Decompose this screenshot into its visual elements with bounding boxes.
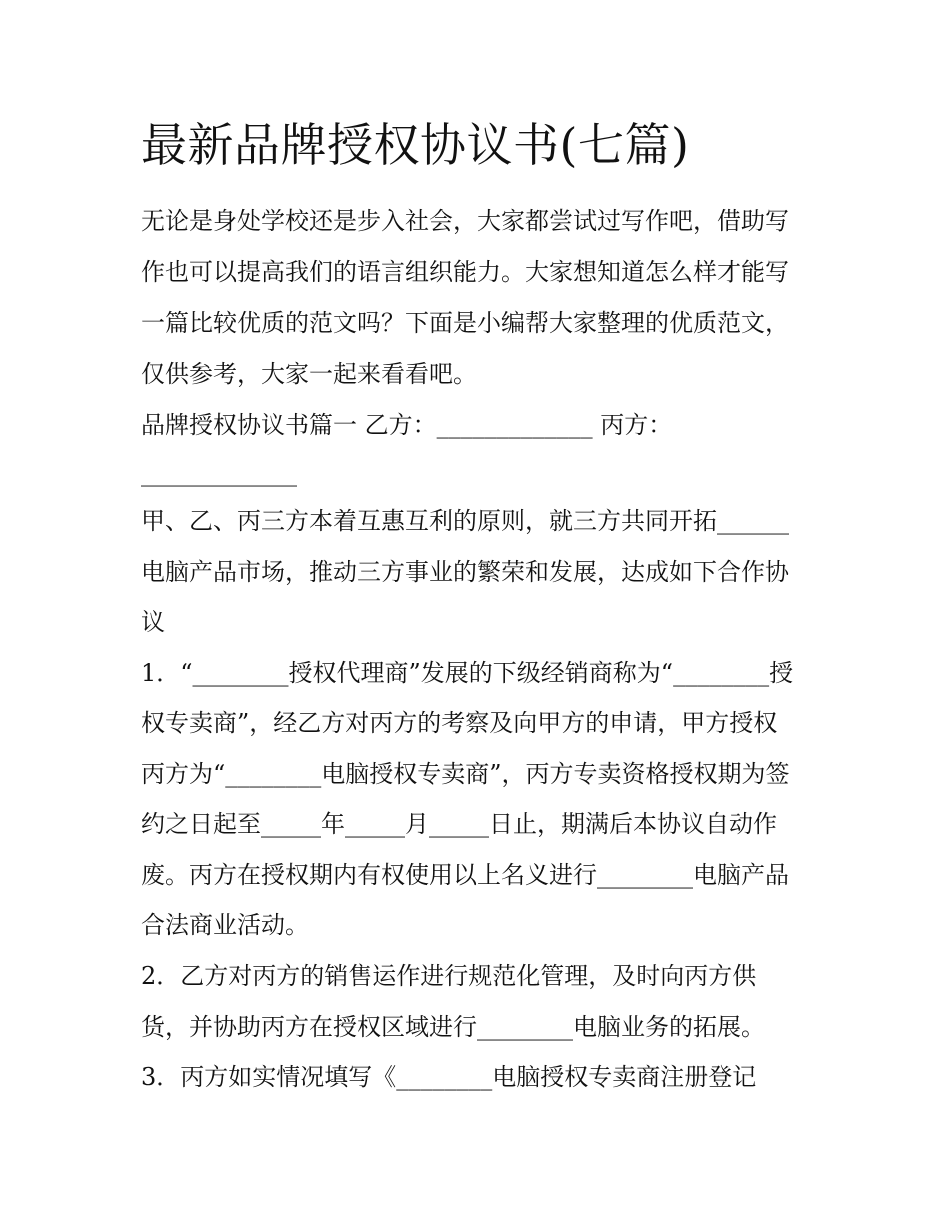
paragraph-line: 1．“________授权代理商”发展的下级经销商称为“________授: [141, 659, 794, 687]
paragraph-line: 电脑产品市场，推动三方事业的繁荣和发展，达成如下合作协: [141, 558, 789, 586]
paragraph-line: 甲、乙、丙三方本着互惠互利的原则，就三方共同开拓______: [141, 507, 789, 535]
document-title: 最新品牌授权协议书(七篇): [141, 118, 690, 172]
paragraph-line: 无论是身处学校还是步入社会，大家都尝试过写作吧，借助写: [141, 207, 789, 235]
paragraph-line: 一篇比较优质的范文吗？下面是小编帮大家整理的优质范文，: [141, 309, 789, 337]
paragraph-line: 3．丙方如实情况填写《________电脑授权专卖商注册登记: [141, 1063, 757, 1091]
paragraph-line: 作也可以提高我们的语言组织能力。大家想知道怎么样才能写: [141, 258, 789, 286]
paragraph-line: 约之日起至_____年_____月_____日止，期满后本协议自动作: [141, 810, 777, 838]
paragraph-line: 合法商业活动。: [141, 911, 309, 939]
paragraph-line: 货，并协助丙方在授权区域进行________电脑业务的拓展。: [141, 1013, 765, 1041]
paragraph-line: 2．乙方对丙方的销售运作进行规范化管理，及时向丙方供: [141, 962, 757, 990]
paragraph-line: 丙方为“________电脑授权专卖商”，丙方专卖资格授权期为签: [141, 760, 790, 788]
paragraph-line: 权专卖商”，经乙方对丙方的考察及向甲方的申请，甲方授权: [141, 709, 778, 737]
paragraph-line: _____________: [141, 459, 297, 487]
paragraph-line: 品牌授权协议书篇一 乙方：_____________ 丙方：: [141, 411, 673, 439]
paragraph-line: 议: [141, 608, 165, 636]
paragraph-line: 废。丙方在授权期内有权使用以上名义进行________电脑产品: [141, 861, 789, 889]
paragraph-line: 仅供参考，大家一起来看看吧。: [141, 360, 477, 388]
